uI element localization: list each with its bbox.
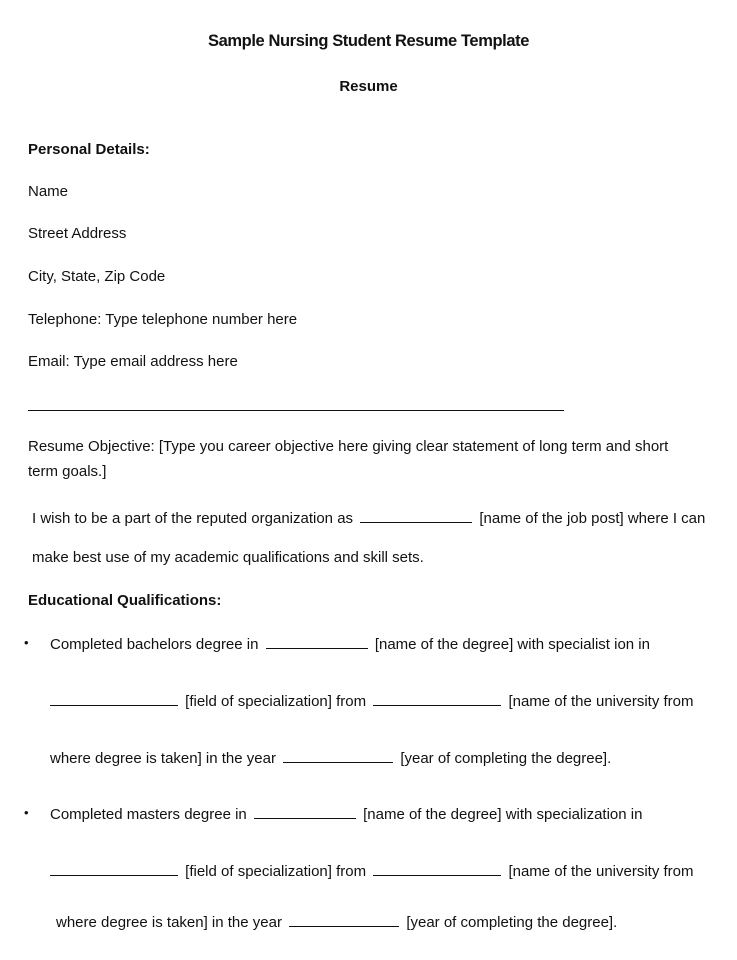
university-blank [373,691,501,706]
specialization-blank [50,691,178,706]
university-blank [373,861,501,876]
objective-paragraph-start: I wish to be a part of the reputed organization as [32,510,354,527]
masters-text-b1: [field of specialization] from [185,863,367,880]
objective-paragraph-line-2: make best use of my academic qualifications and skill sets. [32,549,424,566]
objective-paragraph-end: [name of the job post] where I can [479,510,706,527]
year-blank [289,912,399,927]
bullet-icon: • [24,805,29,820]
objective-line-2: term goals.] [28,463,107,480]
masters-line-2 [50,861,694,880]
degree-name-blank [266,634,368,649]
bachelors-text-c1: where degree is taken] in the year [50,750,276,767]
street-line: Street Address [28,225,127,242]
masters-text-b2: [name of the university from [508,863,694,880]
degree-name-blank [254,804,356,819]
objective-line-1: Resume Objective: [Type you career objective here giving clear statement of long term and short [28,438,669,455]
objective-paragraph-line-1 [32,508,705,527]
document-title: Sample Nursing Student Resume Template [208,32,529,50]
bachelors-text-a1: Completed bachelors degree in [50,636,259,653]
masters-line-1 [50,804,642,823]
masters-text-a2: [name of the degree] with specialization in [363,806,643,823]
masters-line-3 [56,912,617,931]
job-post-blank [360,508,472,523]
name-line: Name [28,183,69,200]
email-line: Email: Type email address here [28,353,238,370]
bachelors-line-1 [50,634,650,653]
bachelors-text-b2: [name of the university from [508,693,694,710]
masters-text-c1: where degree is taken] in the year [56,914,282,931]
education-heading: Educational Qualifications: [28,592,222,609]
document-subtitle: Resume [339,78,398,95]
bachelors-line-2 [50,691,694,710]
masters-text-c2: [year of completing the degree]. [406,914,618,931]
personal-details-heading: Personal Details: [28,141,150,158]
telephone-line: Telephone: Type telephone number here [28,311,298,328]
bachelors-text-a2: [name of the degree] with specialist ion in [374,636,650,653]
city-line: City, State, Zip Code [28,268,166,285]
bachelors-line-3 [50,748,611,767]
section-divider [28,410,564,411]
specialization-blank [50,861,178,876]
year-blank [283,748,393,763]
masters-text-a1: Completed masters degree in [50,806,247,823]
bachelors-text-c2: [year of completing the degree]. [400,750,612,767]
bachelors-text-b1: [field of specialization] from [185,693,367,710]
bullet-icon: • [24,635,29,650]
